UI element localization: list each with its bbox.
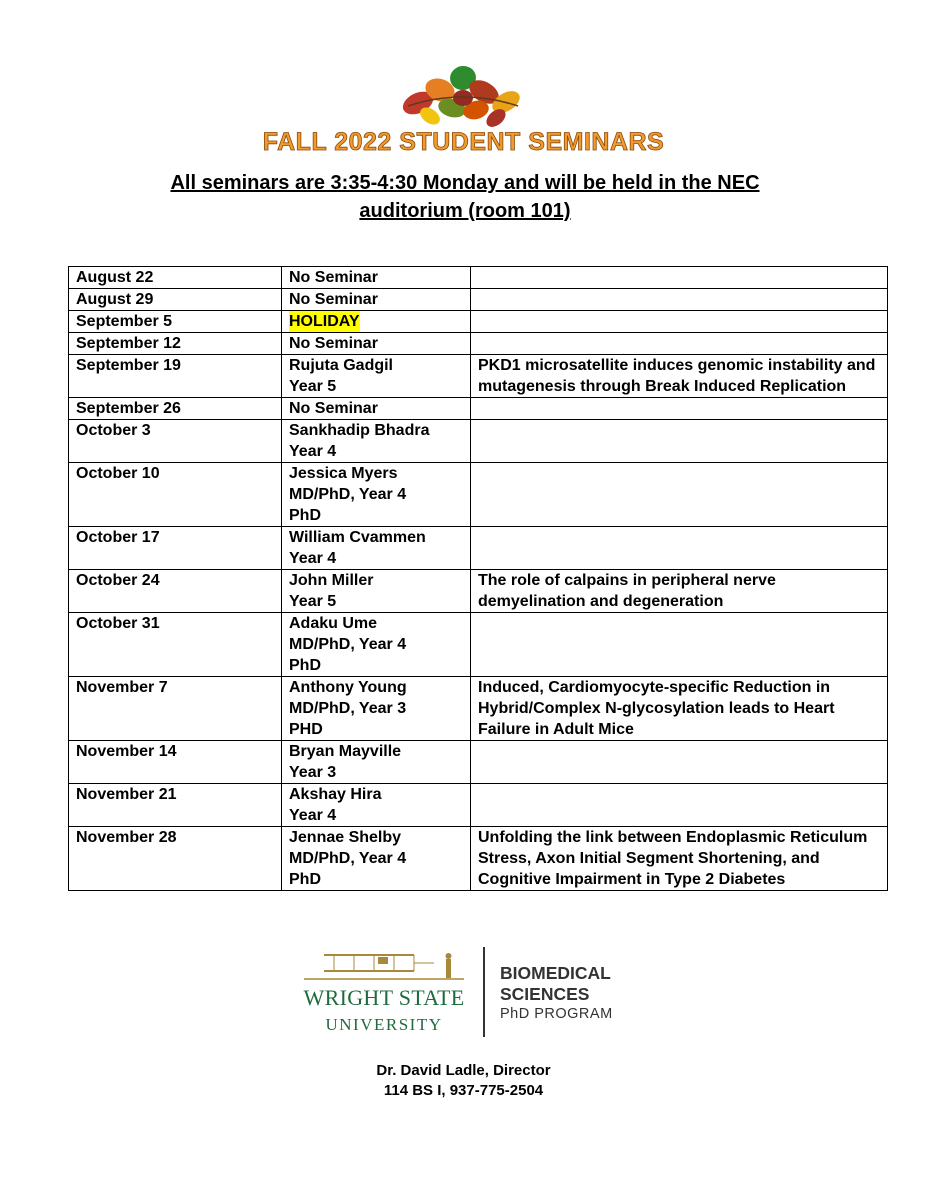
seminar-date: September 5: [69, 311, 282, 333]
presenter-line: Akshay Hira: [289, 786, 382, 803]
presenter-line: Year 4: [289, 443, 337, 460]
presenter-line: Bryan Mayville: [289, 743, 402, 760]
presenter-line: MD/PhD, Year 4: [289, 850, 407, 867]
seminar-title: [471, 613, 888, 677]
presenter-line: Year 4: [289, 550, 337, 567]
table-row: [69, 420, 888, 463]
presenter-line: PhD: [289, 657, 321, 674]
seminar-date: October 17: [69, 527, 282, 570]
program-degree: PhD PROGRAM: [500, 1006, 613, 1022]
presenter-line: No Seminar: [289, 335, 378, 352]
seminar-presenter: [282, 420, 471, 463]
table-row: [69, 463, 888, 527]
seminar-presenter: [282, 463, 471, 527]
seminar-presenter: [282, 827, 471, 891]
seminar-title: [471, 463, 888, 527]
program-name-line-1: BIOMEDICAL: [500, 963, 611, 983]
seminar-date: November 7: [69, 677, 282, 741]
seminar-date: November 14: [69, 741, 282, 784]
presenter-line: Year 5: [289, 593, 337, 610]
presenter-line: Year 3: [289, 764, 337, 781]
seminar-presenter: [282, 398, 471, 420]
director-contact: 114 BS I, 937-775-2504: [383, 1082, 544, 1099]
table-row: [69, 289, 888, 311]
seminar-title: [471, 420, 888, 463]
table-row: [69, 398, 888, 420]
seminar-presenter: [282, 267, 471, 289]
wright-flyer-icon: [294, 949, 474, 989]
presenter-line: No Seminar: [289, 400, 378, 417]
seminar-date: September 26: [69, 398, 282, 420]
seminar-title: [471, 527, 888, 570]
seminar-title: [471, 741, 888, 784]
seminar-date: August 22: [69, 267, 282, 289]
seminar-presenter: [282, 527, 471, 570]
table-row: [69, 613, 888, 677]
presenter-line: Jessica Myers: [289, 465, 398, 482]
seminar-date: November 21: [69, 784, 282, 827]
seminar-title: [471, 289, 888, 311]
autumn-leaves-icon: [388, 58, 538, 128]
table-row: [69, 570, 888, 613]
holiday-badge: HOLIDAY: [289, 313, 360, 330]
seminar-presenter: [282, 741, 471, 784]
seminar-date: September 19: [69, 355, 282, 398]
university-subname: UNIVERSITY: [325, 1015, 443, 1034]
page-title: FALL 2022 STUDENT SEMINARS: [262, 128, 665, 156]
seminar-presenter: [282, 333, 471, 355]
seminar-date: October 31: [69, 613, 282, 677]
program-name-line-2: SCIENCES: [500, 984, 590, 1004]
table-row: [69, 784, 888, 827]
seminar-title: The role of calpains in peripheral nerve demyelination and degeneration: [471, 570, 888, 613]
table-row: [69, 311, 888, 333]
logo-divider: [483, 947, 485, 1037]
presenter-line: John Miller: [289, 572, 374, 589]
seminar-presenter: [282, 355, 471, 398]
presenter-line: MD/PhD, Year 4: [289, 486, 407, 503]
seminar-date: October 3: [69, 420, 282, 463]
presenter-line: MD/PhD, Year 3: [289, 700, 407, 717]
seminar-presenter: [282, 311, 471, 333]
presenter-line: PHD: [289, 721, 323, 738]
seminar-title: [471, 784, 888, 827]
footer: [0, 1061, 927, 1101]
presenter-line: Rujuta Gadgil: [289, 357, 393, 374]
presenter-line: PhD: [289, 507, 321, 524]
seminar-date: August 29: [69, 289, 282, 311]
table-row: [69, 355, 888, 398]
presenter-line: Adaku Ume: [289, 615, 378, 632]
seminar-date: September 12: [69, 333, 282, 355]
seminar-presenter: [282, 289, 471, 311]
subtitle-line-1: All seminars are 3:35-4:30 Monday and will be held in the NEC: [170, 172, 760, 194]
seminar-title: [471, 398, 888, 420]
page-subtitle: [90, 169, 840, 225]
seminar-presenter: [282, 570, 471, 613]
presenter-line: Sankhadip Bhadra: [289, 422, 430, 439]
seminar-presenter: [282, 613, 471, 677]
seminar-title: PKD1 microsatellite induces genomic instability and mutagenesis through Break Induced Replication: [471, 355, 888, 398]
table-row: [69, 527, 888, 570]
presenter-line: PhD: [289, 871, 321, 888]
seminar-date: November 28: [69, 827, 282, 891]
presenter-line: Year 4: [289, 807, 337, 824]
wsu-logo: [294, 945, 654, 1040]
seminar-title: Induced, Cardiomyocyte-specific Reduction in Hybrid/Complex N-glycosylation leads to Heart Failure in Adult Mice: [471, 677, 888, 741]
table-row: [69, 827, 888, 891]
seminar-date: October 10: [69, 463, 282, 527]
presenter-line: No Seminar: [289, 269, 378, 286]
presenter-line: William Cvammen: [289, 529, 426, 546]
seminar-date: October 24: [69, 570, 282, 613]
presenter-line: Jennae Shelby: [289, 829, 402, 846]
presenter-line: Anthony Young: [289, 679, 407, 696]
seminar-title: [471, 333, 888, 355]
seminar-presenter: [282, 784, 471, 827]
presenter-line: MD/PhD, Year 4: [289, 636, 407, 653]
seminar-presenter: [282, 677, 471, 741]
university-name: WRIGHT STATE: [303, 985, 465, 1010]
seminar-title: [471, 267, 888, 289]
presenter-line: No Seminar: [289, 291, 378, 308]
seminar-title: Unfolding the link between Endoplasmic Reticulum Stress, Axon Initial Segment Shortening, and Cognitive Impairment in Type 2 Diabetes: [471, 827, 888, 891]
table-row: [69, 677, 888, 741]
seminar-title: [471, 311, 888, 333]
table-row: [69, 333, 888, 355]
table-row: [69, 267, 888, 289]
seminar-schedule-table: [68, 266, 888, 891]
table-row: [69, 741, 888, 784]
director-name: Dr. David Ladle, Director: [376, 1062, 551, 1079]
subtitle-line-2: auditorium (room 101): [359, 200, 571, 222]
presenter-line: Year 5: [289, 378, 337, 395]
